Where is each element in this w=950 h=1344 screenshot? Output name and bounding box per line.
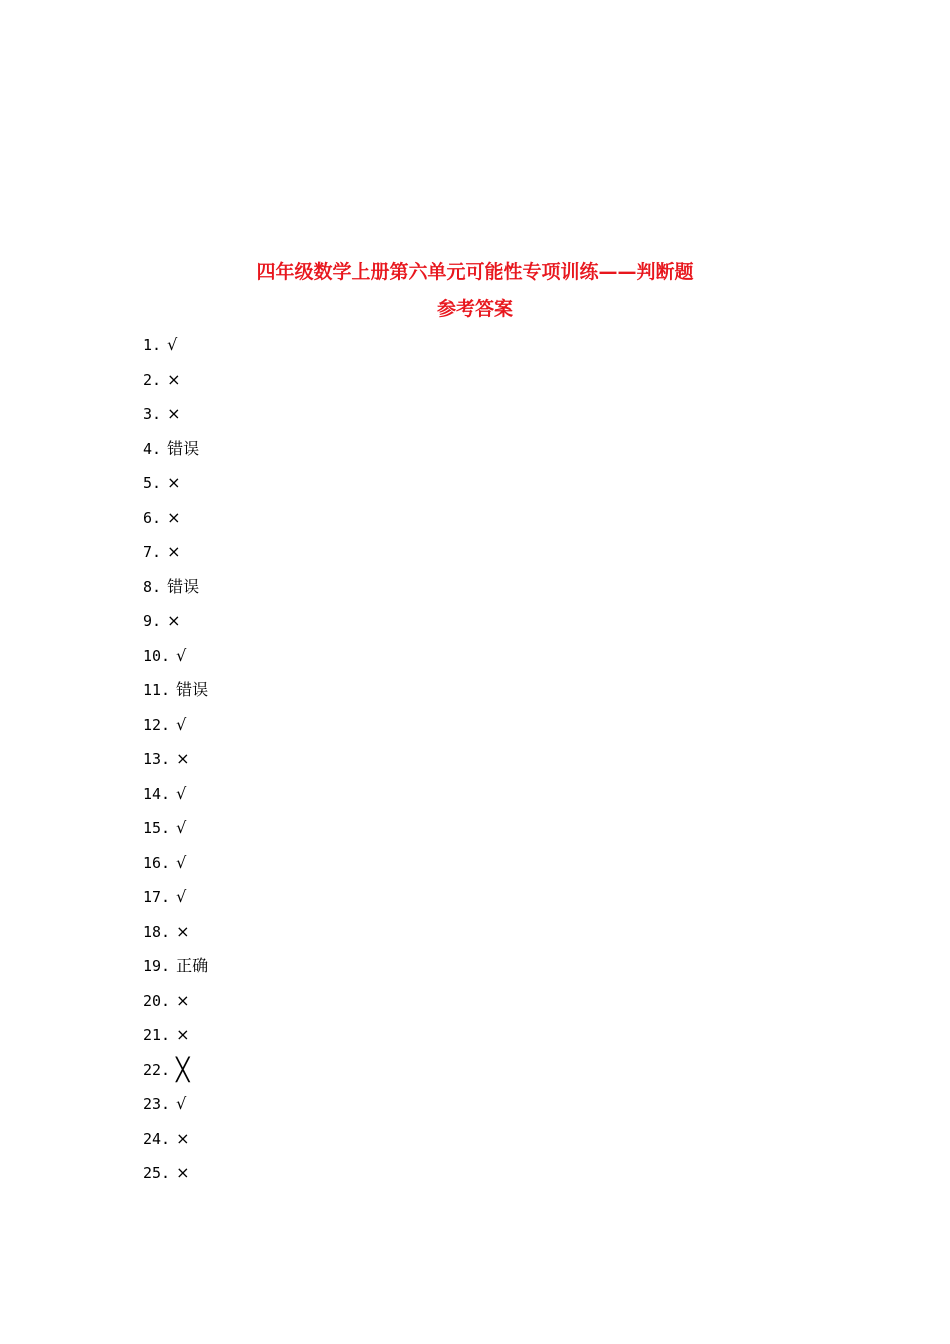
answer-number: 24.	[143, 1129, 171, 1148]
answer-number: 1.	[143, 336, 162, 354]
answer-item	[143, 713, 743, 748]
answer-number: 8.	[143, 577, 162, 596]
answer-number: 13.	[143, 750, 171, 768]
answer-number: 21.	[143, 1026, 171, 1044]
answer-number: 6.	[143, 508, 162, 527]
answer-item	[143, 471, 743, 506]
answer-number: 12.	[143, 715, 171, 734]
answer-item	[143, 540, 743, 575]
answer-value: ×	[167, 542, 181, 561]
answer-number: 25.	[143, 1164, 171, 1182]
answer-value: √	[176, 645, 187, 665]
answer-item	[143, 954, 743, 989]
answer-value: ×	[167, 369, 181, 389]
answer-number: 5.	[143, 474, 162, 492]
answer-value: ×	[167, 404, 181, 423]
answer-item	[143, 506, 743, 541]
page-title: 四年级数学上册第六单元可能性专项训练——判断题	[256, 261, 694, 283]
answer-item	[143, 402, 743, 437]
answer-value: √	[167, 335, 178, 354]
answer-value: 错误	[167, 576, 200, 596]
answer-value: √	[176, 818, 187, 837]
answer-value: ×	[176, 1163, 190, 1182]
answer-item	[143, 644, 743, 679]
answer-item	[143, 816, 743, 851]
answer-number: 7.	[143, 543, 162, 561]
answer-value: ×	[176, 1128, 190, 1148]
answer-item	[143, 747, 743, 782]
answer-value: √	[176, 783, 187, 803]
answer-number: 22.	[143, 1060, 171, 1079]
answer-number: 15.	[143, 819, 171, 837]
answer-number: 23.	[143, 1095, 171, 1113]
answer-value: ×	[176, 921, 190, 941]
answer-number: 14.	[143, 784, 171, 803]
answer-value: ×	[167, 611, 181, 630]
answer-value: √	[176, 852, 187, 872]
answer-value: 错误	[167, 438, 200, 458]
answer-value: ╳	[176, 1057, 190, 1083]
answer-value: ×	[167, 473, 181, 492]
answer-item	[143, 575, 743, 610]
answer-item	[143, 1058, 743, 1093]
answer-number: 20.	[143, 991, 171, 1010]
answer-list	[143, 333, 743, 1196]
answer-item	[143, 989, 743, 1024]
page-subtitle: 参考答案	[436, 298, 513, 320]
answer-item	[143, 368, 743, 403]
answer-value: 错误	[176, 680, 209, 699]
answer-number: 18.	[143, 922, 171, 941]
answer-value: ×	[176, 749, 190, 768]
answer-item	[143, 437, 743, 472]
answer-number: 17.	[143, 888, 171, 906]
answer-number: 2.	[143, 370, 162, 389]
answer-item	[143, 851, 743, 886]
answer-value: 正确	[176, 956, 209, 975]
answer-value: ×	[176, 990, 190, 1010]
answer-value: √	[176, 714, 187, 734]
answer-value: √	[176, 887, 187, 906]
answer-number: 16.	[143, 853, 171, 872]
answer-number: 4.	[143, 439, 162, 458]
answer-item	[143, 333, 743, 368]
answer-value: ×	[176, 1025, 190, 1044]
answer-number: 3.	[143, 405, 162, 423]
answer-item	[143, 609, 743, 644]
answer-value: ×	[167, 507, 181, 527]
answer-item	[143, 782, 743, 817]
answer-number: 19.	[143, 957, 171, 975]
answer-number: 11.	[143, 681, 171, 699]
answer-item	[143, 1161, 743, 1196]
answer-item	[143, 920, 743, 955]
answer-item	[143, 885, 743, 920]
answer-item	[143, 678, 743, 713]
answer-number: 9.	[143, 612, 162, 630]
answer-number: 10.	[143, 646, 171, 665]
answer-item	[143, 1023, 743, 1058]
answer-item	[143, 1127, 743, 1162]
answer-value: √	[176, 1094, 187, 1113]
answer-item	[143, 1092, 743, 1127]
